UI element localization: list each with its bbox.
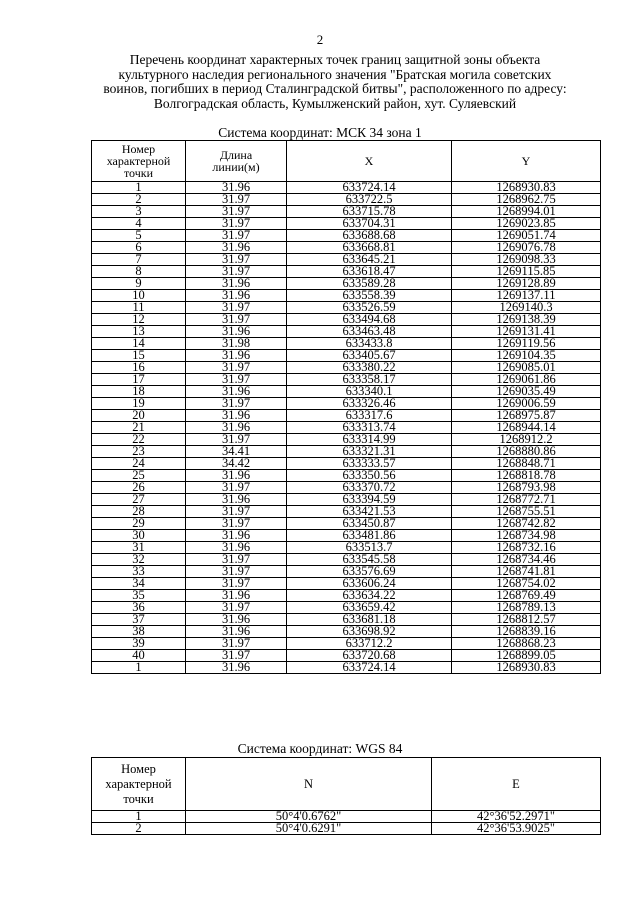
cell-line-length: 31.96 — [186, 182, 287, 194]
cell-line-length: 31.97 — [186, 638, 287, 650]
cell-y: 1268789.13 — [452, 602, 601, 614]
cell-x: 633589.28 — [287, 278, 452, 290]
cell-x: 633313.74 — [287, 422, 452, 434]
cell-x: 633513.7 — [287, 542, 452, 554]
cell-n: 50°4'0.6762" — [186, 811, 432, 823]
cell-x: 633481.86 — [287, 530, 452, 542]
cell-x: 633370.72 — [287, 482, 452, 494]
cell-x: 633722.5 — [287, 194, 452, 206]
cell-line-length: 31.96 — [186, 530, 287, 542]
cell-point-number: 13 — [92, 326, 186, 338]
cell-x: 633720.68 — [287, 650, 452, 662]
cell-point-number: 5 — [92, 230, 186, 242]
cell-point-number: 1 — [92, 182, 186, 194]
cell-line-length: 31.96 — [186, 278, 287, 290]
cell-x: 633405.67 — [287, 350, 452, 362]
cell-point-number: 38 — [92, 626, 186, 638]
cell-point-number: 34 — [92, 578, 186, 590]
cell-y: 1269085.01 — [452, 362, 601, 374]
cell-x: 633704.31 — [287, 218, 452, 230]
cell-y: 1269115.85 — [452, 266, 601, 278]
cell-y: 1268755.51 — [452, 506, 601, 518]
cell-x: 633394.59 — [287, 494, 452, 506]
cell-point-number: 7 — [92, 254, 186, 266]
cell-y: 1268944.14 — [452, 422, 601, 434]
msk-system-title: Система координат: МСК 34 зона 1 — [218, 125, 422, 140]
cell-point-number: 22 — [92, 434, 186, 446]
cell-x: 633326.46 — [287, 398, 452, 410]
cell-point-number: 26 — [92, 482, 186, 494]
cell-point-number: 35 — [92, 590, 186, 602]
cell-y: 1269128.89 — [452, 278, 601, 290]
cell-y: 1268930.83 — [452, 662, 601, 674]
cell-line-length: 31.96 — [186, 470, 287, 482]
cell-y: 1268793.98 — [452, 482, 601, 494]
header-point-number: Номер характерной точки — [92, 758, 186, 811]
cell-y: 1268839.16 — [452, 626, 601, 638]
table-row — [92, 823, 601, 835]
cell-point-number: 17 — [92, 374, 186, 386]
cell-y: 1268994.01 — [452, 206, 601, 218]
cell-y: 1268880.86 — [452, 446, 601, 458]
cell-point-number: 10 — [92, 290, 186, 302]
cell-y: 1268769.49 — [452, 590, 601, 602]
cell-point-number: 30 — [92, 530, 186, 542]
cell-y: 1268772.71 — [452, 494, 601, 506]
cell-y: 1268818.78 — [452, 470, 601, 482]
cell-x: 633545.58 — [287, 554, 452, 566]
cell-n: 50°4'0.6291" — [186, 823, 432, 835]
cell-point-number: 12 — [92, 314, 186, 326]
cell-point-number: 21 — [92, 422, 186, 434]
cell-y: 1268868.23 — [452, 638, 601, 650]
cell-point-number: 20 — [92, 410, 186, 422]
cell-line-length: 31.96 — [186, 614, 287, 626]
cell-e: 42°36'53.9025" — [432, 823, 601, 835]
cell-point-number: 28 — [92, 506, 186, 518]
cell-y: 1268742.82 — [452, 518, 601, 530]
cell-line-length: 31.97 — [186, 566, 287, 578]
cell-x: 633494.68 — [287, 314, 452, 326]
cell-x: 633576.69 — [287, 566, 452, 578]
cell-line-length: 31.97 — [186, 434, 287, 446]
cell-x: 633333.57 — [287, 458, 452, 470]
cell-line-length: 31.97 — [186, 362, 287, 374]
header-y: Y — [452, 141, 601, 182]
cell-point-number: 15 — [92, 350, 186, 362]
cell-x: 633558.39 — [287, 290, 452, 302]
cell-point-number: 9 — [92, 278, 186, 290]
cell-point-number: 4 — [92, 218, 186, 230]
cell-line-length: 31.97 — [186, 254, 287, 266]
cell-x: 633421.53 — [287, 506, 452, 518]
page-number: 2 — [316, 32, 324, 47]
cell-line-length: 31.98 — [186, 338, 287, 350]
cell-line-length: 31.96 — [186, 494, 287, 506]
cell-y: 1269137.11 — [452, 290, 601, 302]
cell-line-length: 31.96 — [186, 590, 287, 602]
cell-x: 633340.1 — [287, 386, 452, 398]
table-header-row — [92, 141, 601, 182]
cell-x: 633321.31 — [287, 446, 452, 458]
cell-x: 633681.18 — [287, 614, 452, 626]
cell-line-length: 31.97 — [186, 218, 287, 230]
cell-point-number: 8 — [92, 266, 186, 278]
cell-line-length: 31.97 — [186, 506, 287, 518]
cell-point-number: 33 — [92, 566, 186, 578]
header-line-length: Длина линии(м) — [186, 141, 287, 182]
wgs-coordinates-table — [91, 757, 601, 835]
cell-y: 1269119.56 — [452, 338, 601, 350]
cell-point-number: 1 — [92, 662, 186, 674]
cell-line-length: 34.41 — [186, 446, 287, 458]
table-row — [92, 662, 601, 674]
cell-point-number: 19 — [92, 398, 186, 410]
cell-line-length: 31.97 — [186, 554, 287, 566]
cell-point-number: 6 — [92, 242, 186, 254]
cell-x: 633526.59 — [287, 302, 452, 314]
cell-point-number: 3 — [92, 206, 186, 218]
cell-line-length: 31.97 — [186, 602, 287, 614]
cell-x: 633634.22 — [287, 590, 452, 602]
wgs-system-title: Система координат: WGS 84 — [237, 741, 403, 756]
cell-point-number: 2 — [92, 823, 186, 835]
cell-x: 633314.99 — [287, 434, 452, 446]
cell-x: 633463.48 — [287, 326, 452, 338]
cell-x: 633724.14 — [287, 662, 452, 674]
cell-x: 633724.14 — [287, 182, 452, 194]
cell-y: 1269131.41 — [452, 326, 601, 338]
cell-line-length: 31.96 — [186, 242, 287, 254]
cell-x: 633450.87 — [287, 518, 452, 530]
cell-line-length: 31.96 — [186, 422, 287, 434]
cell-point-number: 32 — [92, 554, 186, 566]
cell-y: 1269140.3 — [452, 302, 601, 314]
cell-line-length: 31.96 — [186, 290, 287, 302]
cell-y: 1268899.05 — [452, 650, 601, 662]
cell-point-number: 25 — [92, 470, 186, 482]
header-point-number: Номер характерной точки — [92, 141, 186, 182]
cell-y: 1268741.81 — [452, 566, 601, 578]
cell-x: 633433.8 — [287, 338, 452, 350]
cell-line-length: 31.97 — [186, 518, 287, 530]
cell-line-length: 31.96 — [186, 410, 287, 422]
cell-line-length: 31.97 — [186, 194, 287, 206]
cell-point-number: 1 — [92, 811, 186, 823]
cell-y: 1269035.49 — [452, 386, 601, 398]
cell-y: 1269098.33 — [452, 254, 601, 266]
cell-x: 633645.21 — [287, 254, 452, 266]
cell-y: 1269076.78 — [452, 242, 601, 254]
cell-x: 633350.56 — [287, 470, 452, 482]
cell-line-length: 31.97 — [186, 482, 287, 494]
cell-x: 633606.24 — [287, 578, 452, 590]
cell-line-length: 31.97 — [186, 374, 287, 386]
cell-y: 1268734.46 — [452, 554, 601, 566]
cell-y: 1268732.16 — [452, 542, 601, 554]
cell-line-length: 31.96 — [186, 386, 287, 398]
cell-y: 1268930.83 — [452, 182, 601, 194]
cell-y: 1268962.75 — [452, 194, 601, 206]
cell-point-number: 40 — [92, 650, 186, 662]
cell-point-number: 27 — [92, 494, 186, 506]
cell-x: 633358.17 — [287, 374, 452, 386]
cell-point-number: 16 — [92, 362, 186, 374]
cell-line-length: 31.96 — [186, 326, 287, 338]
cell-y: 1269051.74 — [452, 230, 601, 242]
cell-y: 1268734.98 — [452, 530, 601, 542]
cell-x: 633688.68 — [287, 230, 452, 242]
cell-line-length: 31.97 — [186, 398, 287, 410]
cell-y: 1268848.71 — [452, 458, 601, 470]
header-e: E — [432, 758, 601, 811]
cell-line-length: 31.96 — [186, 626, 287, 638]
cell-y: 1269023.85 — [452, 218, 601, 230]
cell-point-number: 14 — [92, 338, 186, 350]
cell-x: 633712.2 — [287, 638, 452, 650]
cell-x: 633698.92 — [287, 626, 452, 638]
cell-x: 633668.81 — [287, 242, 452, 254]
cell-y: 1268754.02 — [452, 578, 601, 590]
cell-line-length: 31.96 — [186, 350, 287, 362]
cell-line-length: 31.97 — [186, 578, 287, 590]
cell-y: 1268812.57 — [452, 614, 601, 626]
cell-y: 1268975.87 — [452, 410, 601, 422]
document-heading: Перечень координат характерных точек границ защитной зоны объекта культурного наследия регионального значения "Братская могила советских воинов, погибших в период Сталинградской битвы", расположенного по адресу: Волгоградская область, Кумылженский район, хут. Суляевский — [103, 52, 567, 111]
cell-x: 633659.42 — [287, 602, 452, 614]
cell-line-length: 34.42 — [186, 458, 287, 470]
cell-point-number: 39 — [92, 638, 186, 650]
cell-point-number: 29 — [92, 518, 186, 530]
cell-line-length: 31.97 — [186, 302, 287, 314]
cell-point-number: 23 — [92, 446, 186, 458]
cell-point-number: 31 — [92, 542, 186, 554]
cell-line-length: 31.96 — [186, 662, 287, 674]
cell-point-number: 18 — [92, 386, 186, 398]
cell-y: 1269006.59 — [452, 398, 601, 410]
cell-point-number: 24 — [92, 458, 186, 470]
cell-y: 1269104.35 — [452, 350, 601, 362]
cell-e: 42°36'52.2971" — [432, 811, 601, 823]
cell-y: 1268912.2 — [452, 434, 601, 446]
cell-x: 633317.6 — [287, 410, 452, 422]
cell-point-number: 36 — [92, 602, 186, 614]
cell-x: 633380.22 — [287, 362, 452, 374]
cell-point-number: 11 — [92, 302, 186, 314]
cell-x: 633715.78 — [287, 206, 452, 218]
cell-x: 633618.47 — [287, 266, 452, 278]
cell-line-length: 31.97 — [186, 266, 287, 278]
header-n: N — [186, 758, 432, 811]
cell-line-length: 31.97 — [186, 314, 287, 326]
cell-y: 1269061.86 — [452, 374, 601, 386]
header-x: X — [287, 141, 452, 182]
table-header-row — [92, 758, 601, 811]
cell-line-length: 31.97 — [186, 230, 287, 242]
cell-y: 1269138.39 — [452, 314, 601, 326]
msk-coordinates-table — [91, 140, 601, 674]
cell-line-length: 31.97 — [186, 650, 287, 662]
cell-point-number: 2 — [92, 194, 186, 206]
cell-line-length: 31.97 — [186, 206, 287, 218]
cell-line-length: 31.96 — [186, 542, 287, 554]
cell-point-number: 37 — [92, 614, 186, 626]
